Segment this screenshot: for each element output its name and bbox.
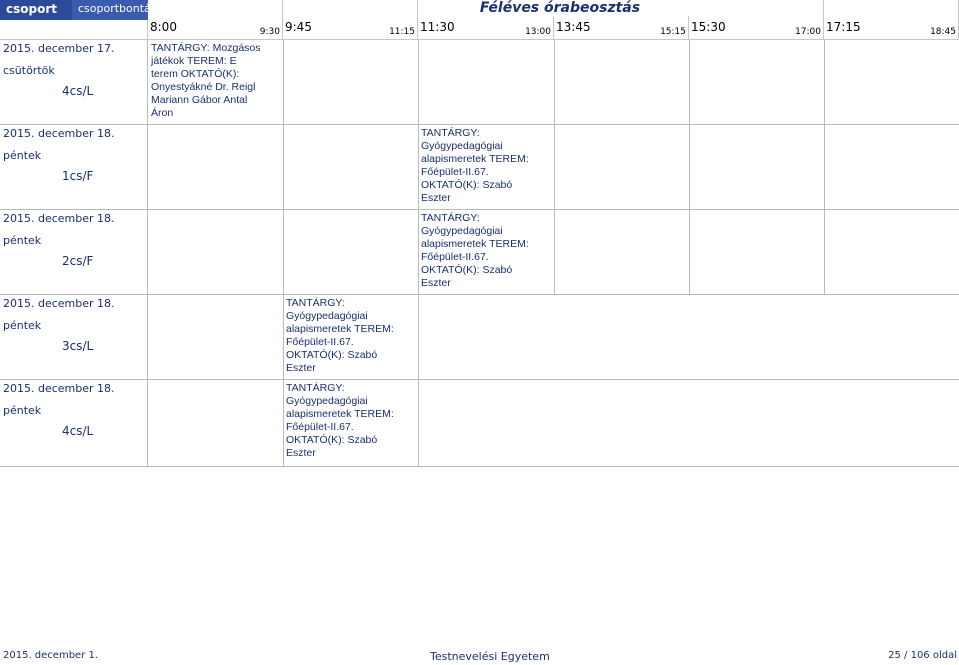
event-block[interactable]: TANTÁRGY: Gyógypedagógiai alapismeretek TEREM: Főépület-II.67. OKTATÓ(K): Szabó Eszter [421, 212, 529, 289]
row-group: 1cs/F [62, 169, 94, 183]
grid-line [283, 125, 284, 209]
tab-csoport[interactable]: csoport [0, 0, 72, 20]
grid-line [554, 125, 555, 209]
row-group: 4cs/L [62, 424, 94, 438]
grid-line [418, 295, 419, 379]
page-footer [0, 646, 959, 665]
time-end: 17:00 [795, 27, 821, 37]
group-cell [0, 125, 148, 209]
schedule-row [0, 40, 959, 125]
grid-line [689, 125, 690, 209]
grid-line [824, 40, 825, 124]
time-start: 17:15 [826, 20, 861, 34]
schedule-header [0, 0, 959, 40]
row-group: 2cs/F [62, 254, 94, 268]
time-end: 11:15 [389, 27, 415, 37]
schedule-row [0, 125, 959, 210]
event-block[interactable]: TANTÁRGY: Gyógypedagógiai alapismeretek TEREM: Főépület-II.67. OKTATÓ(K): Szabó Eszter [286, 297, 394, 374]
row-date: 2015. december 17. [3, 42, 115, 55]
grid-line [283, 380, 284, 466]
grid-line [283, 295, 284, 379]
group-cell [0, 380, 148, 466]
time-start: 13:45 [556, 20, 591, 34]
time-end: 15:15 [660, 27, 686, 37]
group-cell [0, 210, 148, 294]
footer-page-number: 25 / 106 oldal [888, 650, 957, 661]
footer-date: 2015. december 1. [3, 650, 99, 661]
time-start: 15:30 [691, 20, 726, 34]
header-blank-cell [0, 20, 148, 40]
group-cell [0, 40, 148, 124]
grid-line [824, 210, 825, 294]
grid-line [554, 210, 555, 294]
row-day: péntek [3, 234, 42, 247]
time-start: 11:30 [420, 20, 455, 34]
row-day: péntek [3, 319, 42, 332]
page-title: Féléves órabeosztás [420, 0, 700, 16]
event-block[interactable]: TANTÁRGY: Gyógypedagógiai alapismeretek TEREM: Főépület-II.67. OKTATÓ(K): Szabó Eszter [421, 127, 529, 204]
row-day: péntek [3, 404, 42, 417]
grid-line [689, 210, 690, 294]
grid-line [283, 40, 284, 124]
row-group: 4cs/L [62, 84, 94, 98]
footer-organization: Testnevelési Egyetem [430, 650, 550, 663]
row-date: 2015. december 18. [3, 382, 115, 395]
time-column-2 [283, 0, 418, 40]
grid-line [418, 380, 419, 466]
schedule-row [0, 380, 959, 467]
time-end: 13:00 [525, 27, 551, 37]
time-start: 8:00 [150, 20, 177, 34]
time-column-5 [689, 0, 824, 40]
tab-csoportbontas[interactable]: csoportbontás [72, 0, 148, 20]
time-end: 9:30 [259, 27, 280, 37]
grid-line [689, 40, 690, 124]
grid-line [418, 40, 419, 124]
event-block[interactable]: TANTÁRGY: Gyógypedagógiai alapismeretek TEREM: Főépület-II.67. OKTATÓ(K): Szabó Eszter [286, 382, 394, 459]
time-start: 9:45 [285, 20, 312, 34]
grid-line [418, 125, 419, 209]
time-column-6 [824, 0, 959, 40]
schedule-row [0, 295, 959, 380]
group-cell [0, 295, 148, 379]
row-day: péntek [3, 149, 42, 162]
grid-line [554, 40, 555, 124]
row-date: 2015. december 18. [3, 212, 115, 225]
grid-line [824, 125, 825, 209]
time-end: 18:45 [930, 27, 956, 37]
grid-line [418, 210, 419, 294]
event-block[interactable]: TANTÁRGY: Mozgásos játékok TEREM: E terem OKTATÓ(K): Onyestyákné Dr. Reigl Mariann Gábor Antal Áron [151, 42, 261, 119]
row-date: 2015. december 18. [3, 127, 115, 140]
row-day: csütörtök [3, 64, 55, 77]
row-group: 3cs/L [62, 339, 94, 353]
time-column-1 [148, 0, 283, 40]
row-date: 2015. december 18. [3, 297, 115, 310]
grid-line [283, 210, 284, 294]
schedule-row [0, 210, 959, 295]
